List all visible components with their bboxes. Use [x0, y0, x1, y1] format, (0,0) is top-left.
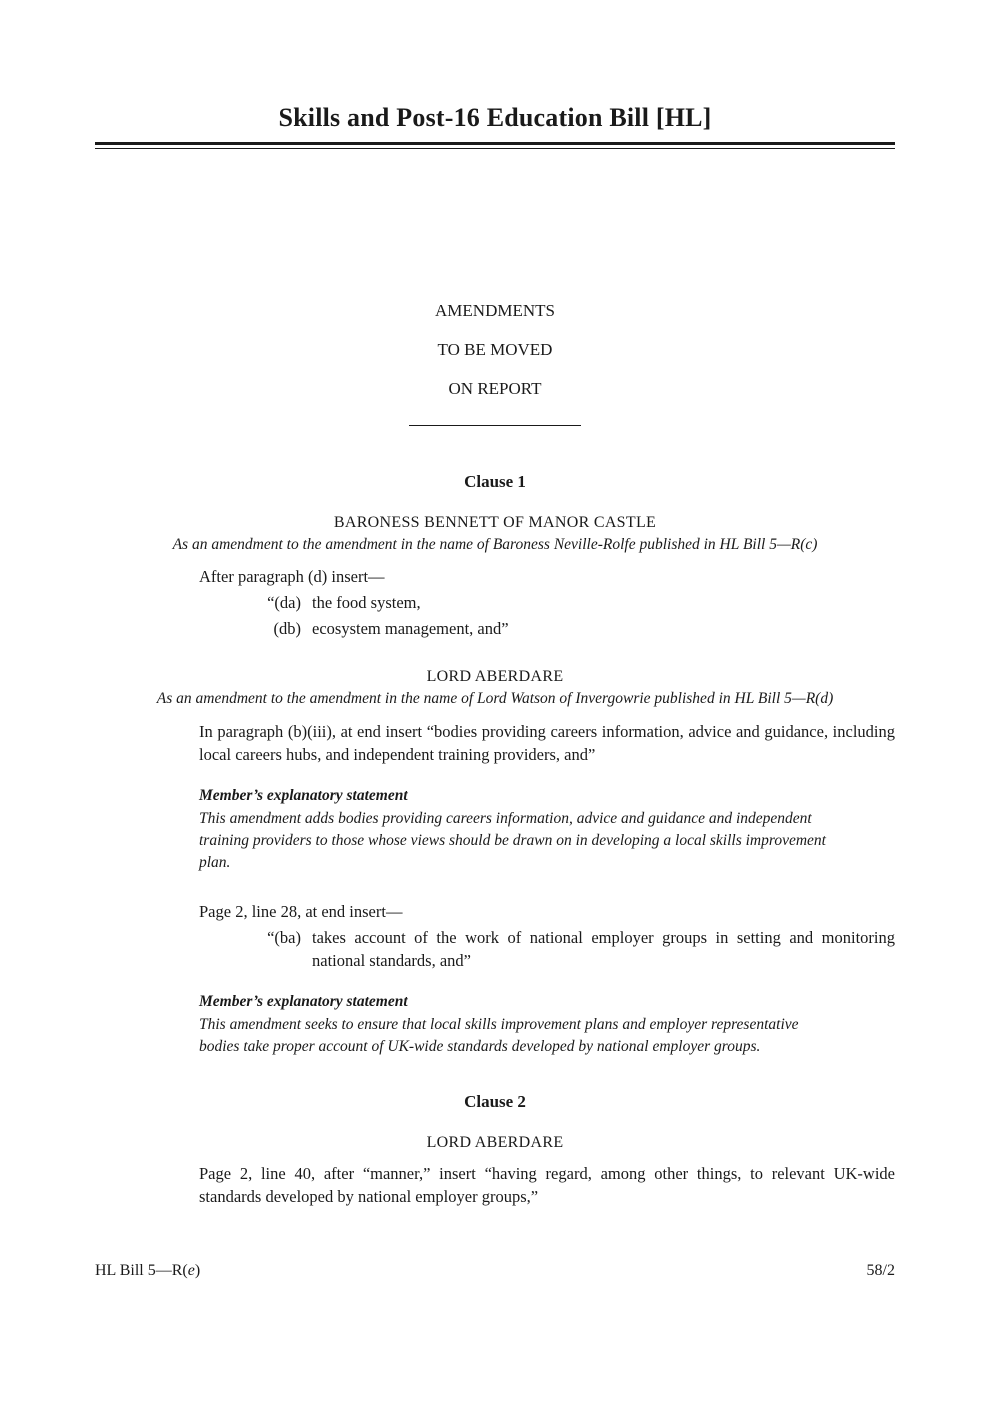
clause-2-heading: Clause 2	[464, 1092, 526, 1111]
subitem-label: (db)	[273, 619, 301, 638]
footer-bill-ref-suffix: )	[194, 1262, 201, 1279]
subitem-label: “(da)	[267, 593, 301, 612]
amendment-note: As an amendment to the amendment in the name of Lord Watson of Invergowrie published in HL Bill 5—R(d)	[156, 690, 834, 707]
title-rule	[95, 142, 895, 149]
amendment-body: Page 2, line 40, after “manner,” insert “having regard, among other things, to relevant UK-wide standards developed by national employer groups,”	[199, 1164, 895, 1206]
section-divider-line	[409, 425, 581, 426]
explanatory-statement	[199, 785, 835, 874]
subitem-text: takes account of the work of national employer groups in setting and monitoring national standards, and”	[312, 928, 895, 970]
subitem-text: ecosystem management, and”	[312, 619, 509, 638]
footer-bill-ref-italic: e	[187, 1262, 195, 1279]
preamble-line: TO BE MOVED	[437, 340, 553, 359]
footer-bill-ref	[95, 1262, 200, 1280]
amendment-lead: Page 2, line 28, at end insert—	[199, 902, 403, 921]
footer-page-ref: 58/2	[866, 1262, 895, 1279]
explanatory-heading: Member’s explanatory statement	[199, 787, 408, 804]
footer-bill-ref-prefix: HL Bill 5—R(	[95, 1262, 188, 1279]
explanatory-heading: Member’s explanatory statement	[199, 993, 408, 1010]
amendment-subitem	[199, 926, 895, 972]
amendment-subitem	[199, 591, 895, 614]
amendment-lead: After paragraph (d) insert—	[199, 567, 385, 586]
preamble-line: AMENDMENTS	[435, 301, 555, 320]
document-content	[0, 103, 991, 1208]
preamble-line: ON REPORT	[448, 379, 542, 398]
subitem-label: “(ba)	[267, 928, 301, 947]
amendment-body: In paragraph (b)(iii), at end insert “bodies providing careers information, advice and guidance, including local careers hubs, and independent training providers, and”	[199, 722, 895, 764]
amendment-subitem	[199, 617, 895, 640]
amendment-note: As an amendment to the amendment in the name of Baroness Neville-Rolfe published in HL Bill 5—R(c)	[172, 536, 818, 553]
explanatory-statement	[199, 991, 835, 1058]
explanatory-text: This amendment adds bodies providing careers information, advice and guidance and independent training providers to those whose views should be drawn on in developing a local skills improvement plan.	[199, 810, 826, 871]
preamble-block	[95, 301, 895, 399]
sponsor-name: LORD ABERDARE	[426, 668, 564, 685]
sponsor-name: BARONESS BENNETT OF MANOR CASTLE	[333, 514, 657, 531]
clause-1-heading: Clause 1	[464, 472, 526, 491]
page-footer	[95, 1262, 895, 1280]
sponsor-name: LORD ABERDARE	[426, 1134, 564, 1151]
explanatory-text: This amendment seeks to ensure that local skills improvement plans and employer representative bodies take proper account of UK-wide standards developed by national employer groups.	[199, 1016, 799, 1055]
subitem-text: the food system,	[312, 593, 421, 612]
page-title: Skills and Post-16 Education Bill [HL]	[278, 103, 712, 132]
